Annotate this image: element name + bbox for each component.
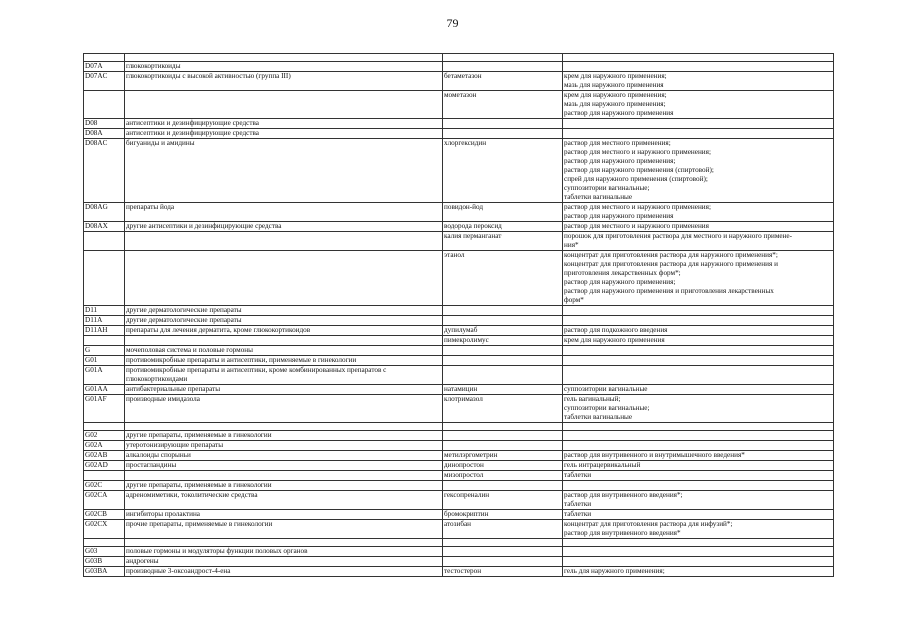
dosage-form-cell [563,520,834,539]
dosage-form-cell [563,461,834,471]
atc-code-cell: G01 [84,356,125,366]
table-row [84,510,834,520]
atc-group-cell: другие антисептики и дезинфицирующие средства [125,222,443,232]
drug-name-cell: хлоргексидин [443,139,563,203]
dosage-form-line: гель вагинальный; [564,395,621,403]
drug-name-cell: натамицин [443,385,563,395]
atc-group-cell: препараты йода [125,203,443,222]
drug-name-cell [443,481,563,491]
drug-name-cell: гексопреналин [443,491,563,510]
dosage-form-cell [563,471,834,481]
table-row [84,326,834,336]
table-row [84,567,834,577]
atc-group-cell: противомикробные препараты и антисептики, применяемые в гинекологии [125,356,443,366]
table-row [84,491,834,510]
drug-name-cell [443,423,563,431]
atc-group-cell [125,232,443,251]
atc-code-cell [84,251,125,306]
dosage-form-line: приготовления лекарственных форм*; [564,269,681,277]
table-row [84,471,834,481]
table-row [84,539,834,547]
atc-group-cell: простагландины [125,461,443,471]
drug-name-cell: атозибан [443,520,563,539]
table-row [84,336,834,346]
drug-name-cell [443,54,563,62]
atc-code-cell: D08AG [84,203,125,222]
table-row [84,481,834,491]
atc-code-cell [84,336,125,346]
drug-name-cell [443,306,563,316]
dosage-form-line: концентрат для приготовления раствора для инфузий*; [564,520,733,528]
table-row [84,232,834,251]
atc-group-cell: производные имидазола [125,395,443,423]
table-row [84,423,834,431]
dosage-form-line: спрей для наружного применения (спиртовой); [564,175,708,183]
dosage-form-line: раствор для местного и наружного применения; [564,203,711,211]
atc-code-cell [84,471,125,481]
dosage-form-line: раствор для местного применения; [564,139,671,147]
dosage-form-cell [563,441,834,451]
atc-group-cell: антисептики и дезинфицирующие средства [125,119,443,129]
drug-name-cell [443,316,563,326]
table-row [84,306,834,316]
dosage-form-cell [563,423,834,431]
dosage-form-cell [563,316,834,326]
dosage-form-cell [563,451,834,461]
atc-code-cell: G03 [84,547,125,557]
dosage-form-line: раствор для наружного применения (спиртовой); [564,166,714,174]
drug-name-cell: мометазон [443,91,563,119]
atc-code-cell: G [84,346,125,356]
atc-group-cell [125,423,443,431]
dosage-form-cell [563,129,834,139]
drug-name-cell [443,129,563,139]
drug-name-cell [443,356,563,366]
dosage-form-line: крем для наружного применения; [564,91,667,99]
atc-group-cell: глюкокортикоиды [125,62,443,72]
atc-group-cell: другие дерматологические препараты [125,316,443,326]
dosage-form-cell [563,54,834,62]
atc-group-cell: противомикробные препараты и антисептики, кроме комбинированных препаратов с глюкокортикоидами [125,366,443,385]
table-row [84,431,834,441]
dosage-form-cell [563,346,834,356]
dosage-form-line: концентрат для приготовления раствора для наружного применения*; [564,251,778,259]
atc-group-cell: утеротонизирующие препараты [125,441,443,451]
atc-group-cell: препараты для лечения дерматита, кроме глюкокортикоидов [125,326,443,336]
dosage-form-cell [563,222,834,232]
drug-name-cell: повидон-йод [443,203,563,222]
drug-name-cell: этанол [443,251,563,306]
dosage-form-line: суппозитории вагинальные; [564,184,650,192]
drug-name-cell [443,346,563,356]
dosage-form-line: порошок для приготовления раствора для местного и наружного примене- [564,232,792,240]
dosage-form-cell [563,385,834,395]
atc-code-cell: G01A [84,366,125,385]
drug-name-cell: калия перманганат [443,232,563,251]
dosage-form-line: концентрат для приготовления раствора для наружного применения и [564,260,778,268]
dosage-form-line: раствор для наружного применения; [564,278,676,286]
atc-code-cell: D08A [84,129,125,139]
atc-code-cell: G02 [84,431,125,441]
dosage-form-line: форм* [564,296,584,304]
drug-table [83,53,834,577]
table-row [84,346,834,356]
atc-code-cell: D11A [84,316,125,326]
atc-code-cell [84,232,125,251]
dosage-form-cell [563,510,834,520]
atc-code-cell: D08AX [84,222,125,232]
atc-code-cell: D08 [84,119,125,129]
dosage-form-cell [563,203,834,222]
atc-code-cell: D07AC [84,72,125,91]
table-row [84,356,834,366]
dosage-form-cell [563,366,834,385]
dosage-form-cell [563,119,834,129]
atc-group-cell: бигуаниды и амидины [125,139,443,203]
atc-group-cell: другие препараты, применяемые в гинекологии [125,431,443,441]
dosage-form-cell [563,139,834,203]
table-row [84,119,834,129]
dosage-form-line: раствор для наружного применения [564,109,674,117]
atc-code-cell: G01AA [84,385,125,395]
atc-code-cell: D11 [84,306,125,316]
dosage-form-line: таблетки вагинальные [564,413,633,421]
atc-group-cell: половые гормоны и модуляторы функции половых органов [125,547,443,557]
dosage-form-line: мазь для наружного применения; [564,100,666,108]
drug-name-cell: дупилумаб [443,326,563,336]
dosage-form-line: раствор для подкожного введения [564,326,668,334]
dosage-form-cell [563,557,834,567]
drug-name-cell: динопростон [443,461,563,471]
dosage-form-line: раствор для наружного применения; [564,157,676,165]
table-row [84,139,834,203]
table-row [84,461,834,471]
drug-name-cell [443,441,563,451]
table-row [84,520,834,539]
dosage-form-cell [563,547,834,557]
drug-name-cell: бетаметазон [443,72,563,91]
drug-name-cell: мизопростол [443,471,563,481]
atc-code-cell [84,54,125,62]
table-row [84,385,834,395]
table-row [84,72,834,91]
atc-code-cell: G02CX [84,520,125,539]
table-row [84,557,834,567]
atc-group-cell: андрогены [125,557,443,567]
dosage-form-line: крем для наружного применения [564,336,665,344]
atc-code-cell [84,539,125,547]
atc-code-cell: G02CB [84,510,125,520]
atc-group-cell [125,539,443,547]
dosage-form-cell [563,306,834,316]
atc-code-cell [84,423,125,431]
drug-name-cell [443,119,563,129]
drug-name-cell [443,547,563,557]
dosage-form-line: раствор для внутривенного введения*; [564,491,683,499]
drug-name-cell: пимекролимус [443,336,563,346]
atc-code-cell: G02AD [84,461,125,471]
table-row [84,222,834,232]
dosage-form-line: таблетки вагинальные [564,193,633,201]
page-number: 79 [446,16,459,30]
drug-name-cell: метилэргометрин [443,451,563,461]
table-row [84,62,834,72]
dosage-form-cell [563,336,834,346]
dosage-form-cell [563,431,834,441]
dosage-form-cell [563,567,834,577]
dosage-form-line: мазь для наружного применения [564,81,664,89]
dosage-form-cell [563,356,834,366]
dosage-form-cell [563,491,834,510]
drug-name-cell [443,431,563,441]
dosage-form-cell [563,326,834,336]
atc-code-cell: G03B [84,557,125,567]
dosage-form-line: таблетки [564,471,592,479]
dosage-form-line: суппозитории вагинальные; [564,404,650,412]
dosage-form-line: гель для наружного применения; [564,567,665,575]
atc-group-cell: антибактериальные препараты [125,385,443,395]
table-row [84,203,834,222]
dosage-form-cell [563,251,834,306]
atc-group-cell: адреномиметики, токолитические средства [125,491,443,510]
atc-code-cell: D11AH [84,326,125,336]
atc-group-cell [125,54,443,62]
dosage-form-cell [563,232,834,251]
atc-code-cell [84,91,125,119]
dosage-form-line: раствор для внутривенного введения* [564,529,681,537]
atc-code-cell: G02CA [84,491,125,510]
table-row [84,547,834,557]
atc-group-cell: прочие препараты, применяемые в гинекологии [125,520,443,539]
table-row [84,451,834,461]
atc-group-cell: антисептики и дезинфицирующие средства [125,129,443,139]
atc-code-cell: D07A [84,62,125,72]
dosage-form-line: раствор для наружного применения и приготовления лекарственных [564,287,774,295]
dosage-form-cell [563,91,834,119]
drug-name-cell: клотримазол [443,395,563,423]
table-row [84,366,834,385]
table-row [84,251,834,306]
drug-name-cell [443,366,563,385]
atc-code-cell: G02C [84,481,125,491]
dosage-form-cell [563,395,834,423]
dosage-form-cell [563,62,834,72]
drug-name-cell [443,539,563,547]
dosage-form-line: раствор для местного и наружного применения; [564,148,711,156]
drug-name-cell [443,62,563,72]
atc-group-cell: ингибиторы пролактина [125,510,443,520]
dosage-form-cell [563,539,834,547]
dosage-form-line: раствор для местного и наружного применения [564,222,709,230]
table-row [84,316,834,326]
dosage-form-line: таблетки [564,500,592,508]
atc-group-cell [125,251,443,306]
drug-name-cell [443,557,563,567]
atc-code-cell: G03BA [84,567,125,577]
dosage-form-line: суппозитории вагинальные [564,385,648,393]
atc-group-cell: другие дерматологические препараты [125,306,443,316]
atc-group-cell: мочеполовая система и половые гормоны [125,346,443,356]
atc-group-cell [125,471,443,481]
atc-group-cell: алкалоиды спорыньи [125,451,443,461]
dosage-form-line: таблетки [564,510,592,518]
table-row [84,91,834,119]
dosage-form-cell [563,72,834,91]
atc-group-cell: другие препараты, применяемые в гинекологии [125,481,443,491]
table-row [84,441,834,451]
drug-name-cell: водорода пероксид [443,222,563,232]
atc-code-cell: G01AF [84,395,125,423]
dosage-form-line: крем для наружного применения; [564,72,667,80]
table-row [84,54,834,62]
atc-group-cell: глюкокортикоиды с высокой активностью (группа III) [125,72,443,91]
dosage-form-line: раствор для внутривенного и внутримышечного введения* [564,451,745,459]
atc-group-cell: производные 3-оксоандрост-4-ена [125,567,443,577]
drug-name-cell: бромокриптин [443,510,563,520]
dosage-form-line: гель интрацервикальный [564,461,641,469]
atc-code-cell: G02A [84,441,125,451]
table-row [84,129,834,139]
atc-group-cell [125,336,443,346]
dosage-form-line: раствор для наружного применения [564,212,674,220]
atc-group-cell [125,91,443,119]
drug-name-cell: тестостерон [443,567,563,577]
atc-code-cell: G02AB [84,451,125,461]
atc-code-cell: D08AC [84,139,125,203]
drug-table-body [84,54,834,577]
table-row [84,395,834,423]
dosage-form-line: ния* [564,241,579,249]
dosage-form-cell [563,481,834,491]
